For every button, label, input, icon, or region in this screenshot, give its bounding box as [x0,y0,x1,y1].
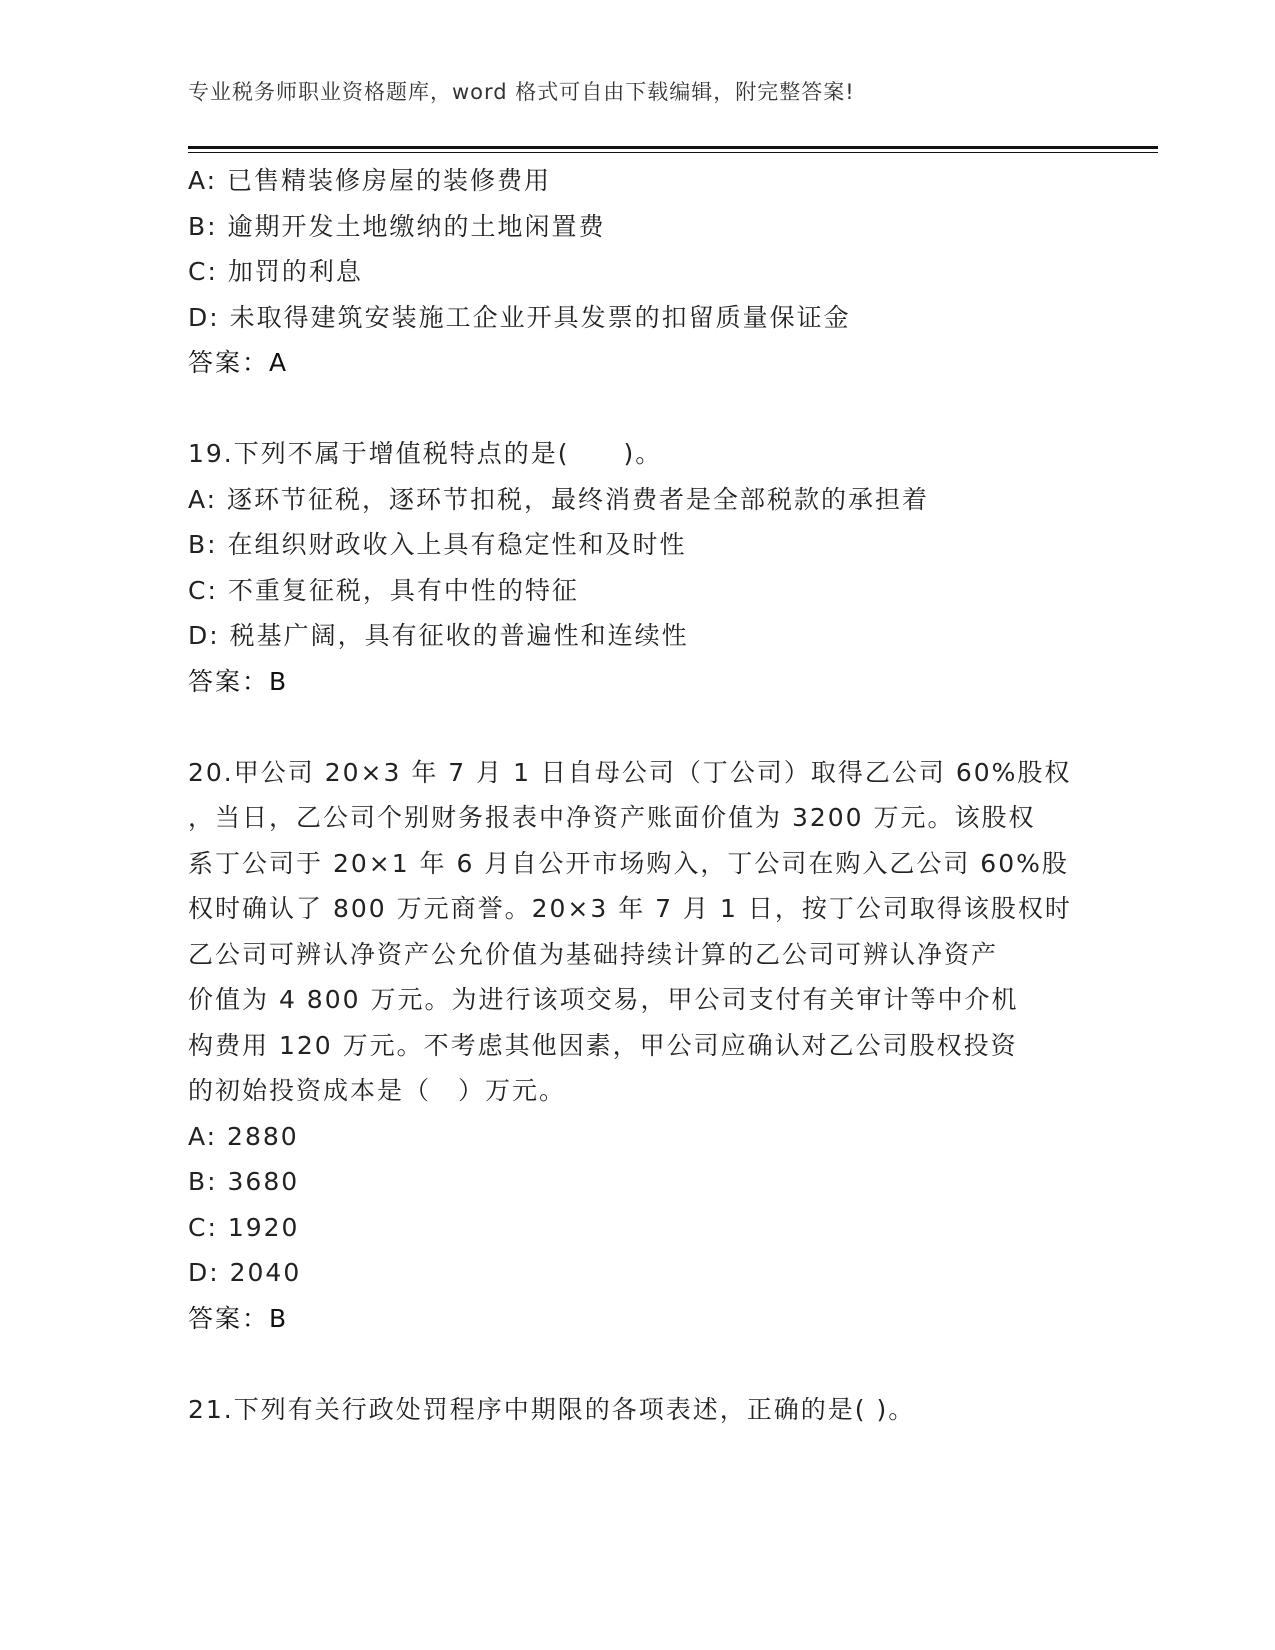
header-rule-thick [188,146,1158,149]
spacer [188,1341,1088,1387]
option-c: C: 不重复征税，具有中性的特征 [188,575,579,605]
question-stem-line: ，当日，乙公司个别财务报表中净资产账面价值为 3200 万元。该股权 [188,803,1036,832]
question-20 [188,750,1088,1342]
answer: 答案：A [188,348,289,377]
question-21 [188,1387,1088,1433]
question-stem-line: 乙公司可辨认净资产公允价值为基础持续计算的乙公司可辨认净资产 [188,939,999,969]
question-content [188,158,1088,1432]
option-b: B: 逾期开发土地缴纳的土地闲置费 [188,211,606,241]
option-d: D: 税基广阔，具有征收的普遍性和连续性 [188,621,689,650]
question-stem: 21.下列有关行政处罚程序中期限的各项表述，正确的是( )。 [188,1394,916,1424]
answer: 答案：B [188,666,289,696]
question-18 [188,158,1088,386]
option-a: A: 已售精装修房屋的装修费用 [188,166,552,195]
header-rule-thin [188,152,1158,153]
option-a: A: 2880 [188,1121,299,1151]
option-c: C: 1920 [188,1212,300,1242]
option-d: D: 未取得建筑安装施工企业开具发票的扣留质量保证金 [188,302,851,332]
spacer [188,386,1088,432]
question-stem-line: 20.甲公司 20×3 年 7 月 1 日自母公司（丁公司）取得乙公司 60%股权 [188,757,1072,787]
question-19 [188,431,1088,704]
question-stem-line: 的初始投资成本是（ ）万元。 [188,1076,567,1105]
option-d: D: 2040 [188,1258,302,1287]
option-b: B: 在组织财政收入上具有稳定性和及时性 [188,530,687,559]
option-a: A: 逐环节征税，逐环节扣税，最终消费者是全部税款的承担着 [188,484,930,514]
question-stem-line: 权时确认了 800 万元商誉。20×3 年 7 月 1 日，按丁公司取得该股权时 [188,894,1072,923]
question-stem-line: 构费用 120 万元。不考虑其他因素，甲公司应确认对乙公司股权投资 [188,1030,1018,1060]
question-stem-line: 价值为 4 800 万元。为进行该项交易，甲公司支付有关审计等中介机 [188,985,1019,1014]
answer: 答案：B [188,1303,289,1333]
page-header: 专业税务师职业资格题库，word 格式可自由下载编辑，附完整答案! [188,80,855,104]
spacer [188,704,1088,750]
question-stem: 19.下列不属于增值税特点的是( )。 [188,439,663,468]
option-b: B: 3680 [188,1167,300,1196]
option-c: C: 加罚的利息 [188,257,363,286]
question-stem-line: 系丁公司于 20×1 年 6 月自公开市场购入，丁公司在购入乙公司 60%股 [188,848,1069,878]
